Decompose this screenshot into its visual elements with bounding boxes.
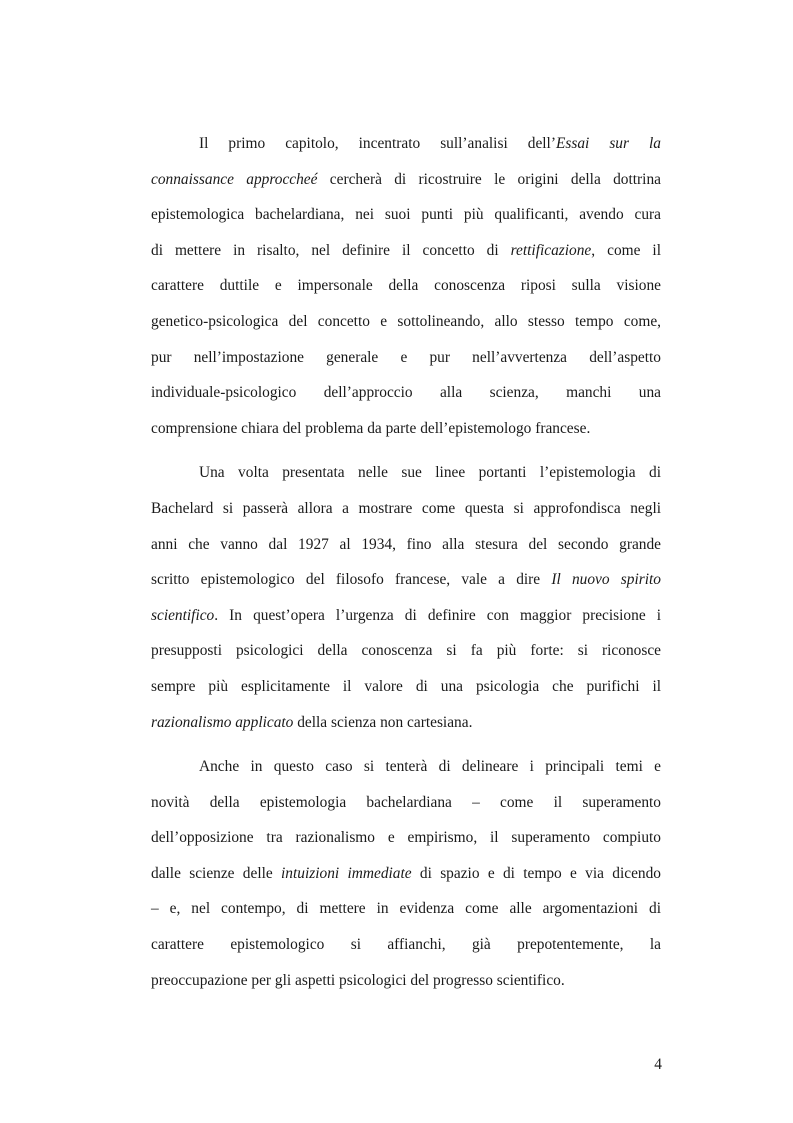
paragraph-1 [151,126,661,446]
text-line: genetico-psicologica del concetto e sottolineando, allo stesso tempo come, [151,312,661,330]
body-text [151,126,661,998]
page-number: 4 [654,1056,662,1073]
paragraph-gap [151,740,661,749]
text-line: connaissance approccheé cercherà di ricostruire le origini della dottrina [151,170,661,188]
text-line: epistemologica bachelardiana, nei suoi punti più qualificanti, avendo cura [151,206,661,224]
text-line: – e, nel contempo, di mettere in evidenza come alle argomentazioni di [151,900,661,918]
text-line: novità della epistemologia bachelardiana – come il superamento [151,793,661,811]
text-line: Bachelard si passerà allora a mostrare come questa si approfondisca negli [151,499,661,517]
text-line: anni che vanno dal 1927 al 1934, fino alla stesura del secondo grande [151,535,661,553]
text-line: carattere epistemologico si affianchi, già prepotentemente, la [151,936,661,954]
text-line: dalle scienze delle intuizioni immediate di spazio e di tempo e via dicendo [151,864,661,882]
paragraph-2 [151,455,661,740]
paragraph-gap [151,446,661,455]
text-line: dell’opposizione tra razionalismo e empirismo, il superamento compiuto [151,829,661,847]
text-line: Il primo capitolo, incentrato sull’analisi dell’Essai sur la [199,135,661,152]
text-line: Una volta presentata nelle sue linee portanti l’epistemologia di [199,464,661,482]
text-line: comprensione chiara del problema da parte dell’epistemologo francese. [151,419,591,437]
text-line: presupposti psicologici della conoscenza si fa più forte: si riconosce [151,642,661,660]
text-line: individuale-psicologico dell’approccio alla scienza, manchi una [151,384,661,402]
text-line: scientifico. In quest’opera l’urgenza di definire con maggior precisione i [151,606,661,624]
text-line: preoccupazione per gli aspetti psicologici del progresso scientifico. [151,971,565,989]
text-line: carattere duttile e impersonale della conoscenza riposi sulla visione [151,277,661,295]
text-line: pur nell’impostazione generale e pur nell’avvertenza dell’aspetto [151,348,661,366]
text-line: sempre più esplicitamente il valore di una psicologia che purifichi il [151,677,661,695]
paragraph-3 [151,749,661,998]
text-line: razionalismo applicato della scienza non cartesiana. [151,713,473,731]
text-line: scritto epistemologico del filosofo francese, vale a dire Il nuovo spirito [151,571,661,589]
text-line: di mettere in risalto, nel definire il concetto di rettificazione, come il [151,241,661,259]
text-line: Anche in questo caso si tenterà di delineare i principali temi e [199,758,661,776]
